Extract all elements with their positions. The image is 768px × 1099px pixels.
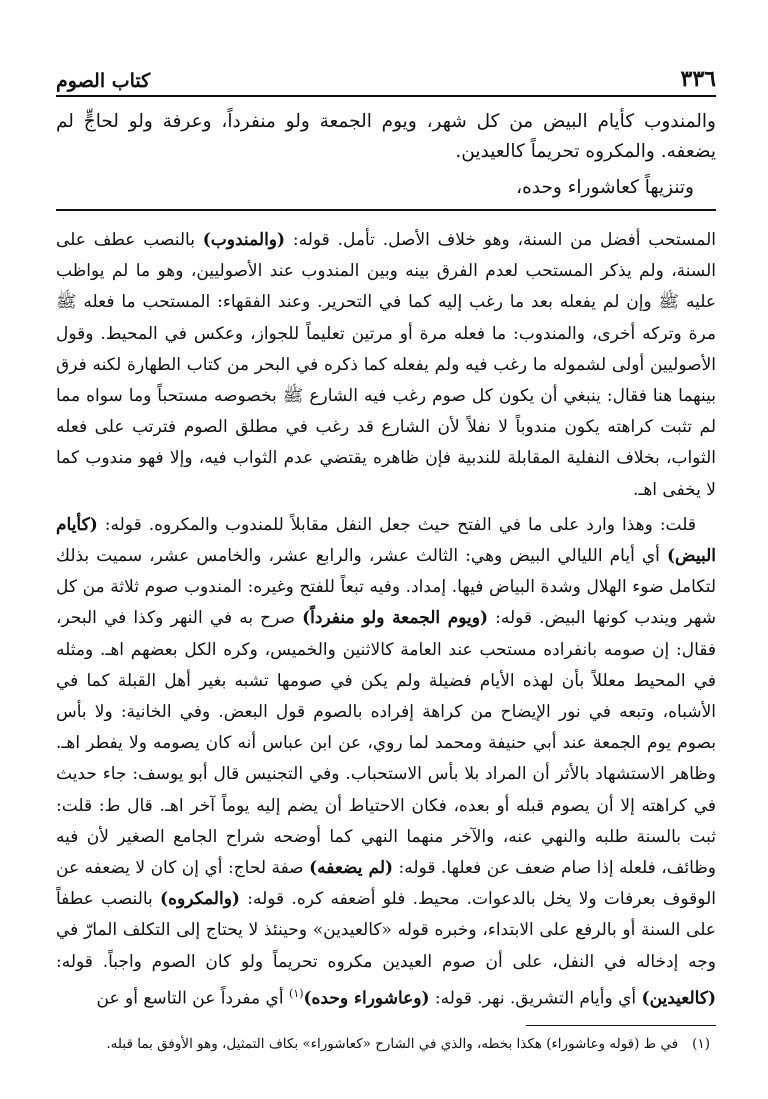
footnote-number: (١): [692, 1035, 710, 1052]
commentary-run: قلت: وهذا وارد على ما في الفتح حيث جعل النفل مقابلاً للمندوب والمكروه. قوله:: [97, 514, 696, 535]
matn-line: وتنزيهاً كعاشوراء وحده،: [516, 177, 694, 198]
quoted-term: (ويوم الجمعة ولو منفرداً): [302, 608, 489, 629]
separator-rule: [56, 209, 716, 211]
matn-line: والمندوب كأيام البيض من كل شهر، ويوم الجمعة ولو منفرداً، وعرفة ولو لحاجٍّ لم يضعفه. والمكروه تحريماً كالعيدين.: [56, 111, 716, 162]
quoted-term: (كأيام البيض): [56, 514, 716, 567]
book-page: [56, 66, 716, 1056]
commentary-run: المستحب أفضل من السنة، وهو خلاف الأصل. تأمل. قوله:: [285, 230, 717, 250]
commentary-run: صرح به في النهر وكذا في البحر، فقال: إن صومه بانفراده مستحب عند العامة كالاثنين والخميس، وكره الكل بعضهم اهـ. ومثله في المحيط معللاً بأن لهذه الأيام فضيلة ولم يكن في صومها تشبه بغير أهل القبلة كما في الأشباه، وتبعه في نور الإيضاح من كراهة إفراده بالصوم قول البعض. وفي الخانية: ولا بأس بصوم يوم الجمعة عند أبي حنيفة ومحمد لما روي، عن ابن عباس أنه كان يصومه ولا يفطر اهـ. وظاهر الاستشهاد بالأثر أن المراد بلا بأس الاستحباب. وفي التجنيس قال أبو يوسف: جاء حديث في كراهته إلا أن يصوم قبله أو بعده، فكان الاحتياط أن يضم إليه يوماً آخر اهـ. قال ط: قلت: ثبت بالسنة طلبه والنهي عنه، والآخر منهما النهي كما أوضحه شراح الجامع الصغير لأن فيه وظائف، فلعله إذا صام ضعف عن فعلها. قوله:: [56, 608, 716, 879]
quoted-term: (والمندوب): [202, 230, 286, 250]
commentary-run: بالنصب عطفاً على السنة أو بالرفع على الابتداء، وخبره قوله «كالعيدين» وحينئذ لا يحتاج إلى التكلف المارّ في وجه إدخاله في النفل، على أن صوم العيدين مكروه تحريماً ولو كان الصوم واجباً. قوله:: [56, 889, 716, 972]
commentary-run: صفة لحاج: أي إن كان لا يضعفه عن الوقوف بعرفات ولا يخل بالدعوات. محيط. فلو أضعفه كره. قوله:: [56, 858, 716, 910]
footnote: [56, 1032, 716, 1056]
commentary-run: أي أيام الليالي البيض وهي: الثالث عشر، والرابع عشر، والخامس عشر، سميت بذلك لتكامل ضوء الهلال وشدة البياض فيها. إمداد. وفيه تبعاً للفتح وغيره: المندوب صوم ثلاثة من كل شهر ويندب كونها البيض. قوله:: [56, 546, 716, 629]
quoted-term: (لم يضعفه): [309, 858, 394, 879]
footnote-separator: [526, 1025, 716, 1026]
matn-text: [56, 107, 716, 203]
footnote-text: في ط (قوله وعاشوراء) هكذا بخطه، والذي في الشارح «كعاشوراء» بكاف التمثيل، وهو الأوفق بما قبله.: [106, 1035, 679, 1052]
commentary-run: أي وأيام التشريق. نهر. قوله:: [429, 988, 642, 1009]
footnote-marker: (١): [288, 986, 304, 1000]
commentary-run: بالنصب عطف على السنة، ولم يذكر المستحب لعدم الفرق بينه وبين المندوب عند الأصوليين، وهو ما لم يواظب عليه ﷺ وإن لم يفعله بعد ما رغب إليه كما في التحرير. وعند الفقهاء: المستحب ما فعله ﷺ مرة وتركه أخرى، والمندوب: ما فعله مرة أو مرتين تعليماً للجواز، وعكس في المحيط. وقول الأصوليين أولى لشموله ما رغب فيه ولم يفعله كما ذكره في البحر من كتاب الطهارة لكنه فرق بينهما هنا فقال: ينبغي أن يكون كل صوم رغب فيه الشارع ﷺ بخصوصه مستحباً وما سواه مما لم تثبت كراهته يكون مندوباً لا نفلاً لأن الشارع قد رغب في مطلق الصوم فترتب على فعله الثواب، بخلاف النفلية المقابلة للندبية فإن ظاهره يقتضي عدم الثواب فيه، وإلا فهو مندوب كما لا يخفى اهـ.: [56, 230, 716, 500]
book-title: كتاب الصوم: [56, 70, 151, 92]
quoted-term: (وعاشوراء وحده): [303, 988, 430, 1009]
quoted-term: (كالعيدين): [641, 988, 716, 1009]
page-number: ٣٣٦: [680, 66, 716, 92]
quoted-term: (والمكروه): [160, 889, 240, 910]
commentary-paragraph: [56, 225, 716, 506]
commentary-text: [56, 225, 716, 1015]
commentary-run: أي مفرداً عن التاسع أو عن: [96, 988, 289, 1009]
commentary-paragraph: [56, 510, 716, 1015]
running-header: [56, 66, 716, 97]
